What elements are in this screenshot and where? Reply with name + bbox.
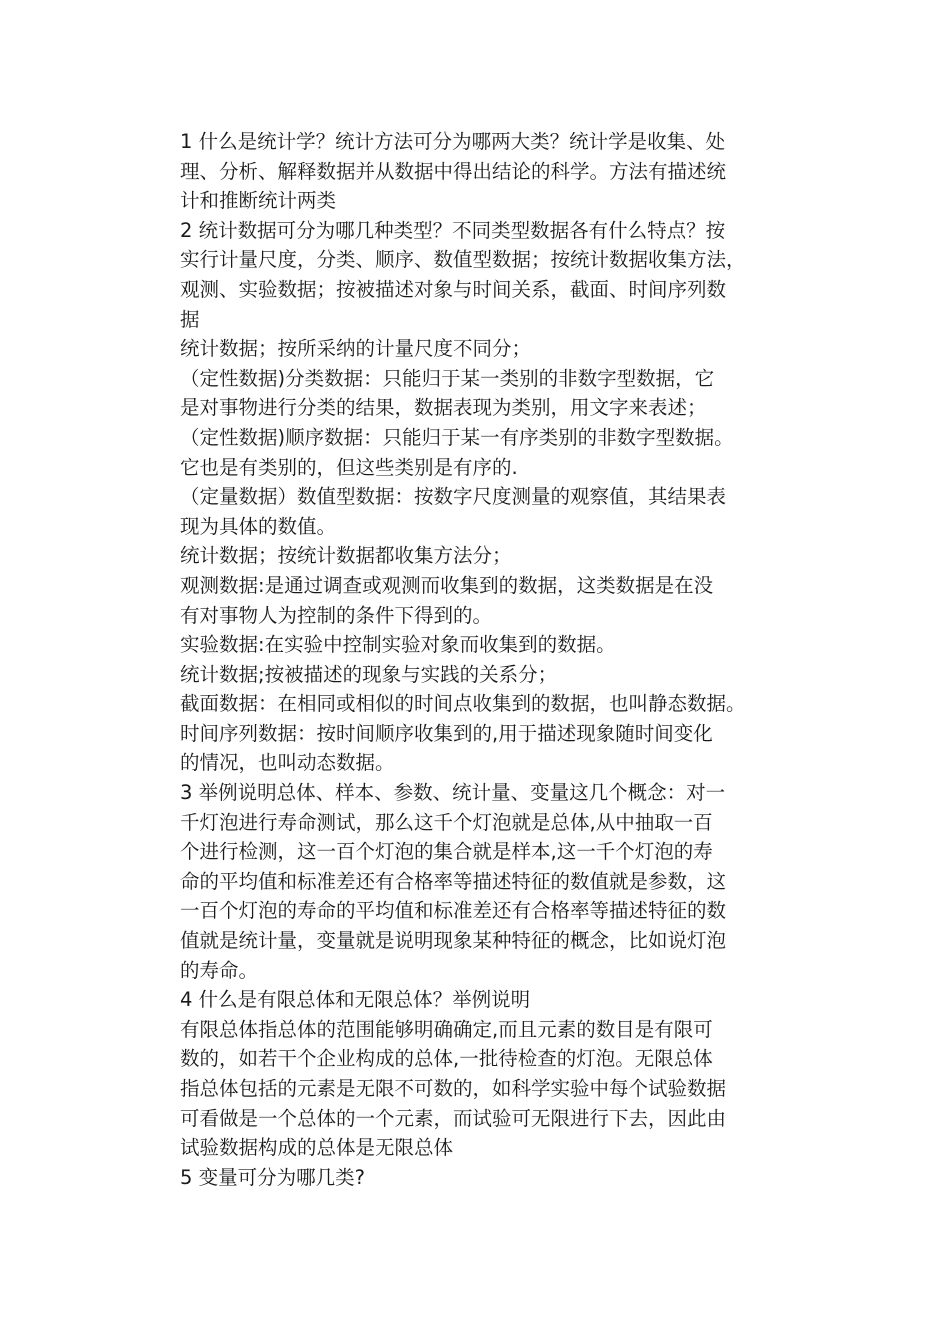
text-line: 实行计量尺度，分类、顺序、数值型数据；按统计数据收集方法， bbox=[180, 248, 746, 272]
text-line: 4 什么是有限总体和无限总体？举例说明 bbox=[180, 988, 531, 1012]
text-line: 1 什么是统计学？统计方法可分为哪两大类？统计学是收集、处 bbox=[180, 130, 726, 153]
text-line: 2 统计数据可分为哪几种类型？不同类型数据各有什么特点？按 bbox=[180, 218, 726, 242]
text-line: 命的平均值和标准差还有合格率等描述特征的数值就是参数，这 bbox=[180, 869, 727, 893]
text-line: （定性数据)顺序数据：只能归于某一有序类别的非数字型数据。 bbox=[180, 425, 734, 449]
text-line: 实验数据:在实验中控制实验对象而收集到的数据。 bbox=[180, 633, 616, 657]
text-line: 统计数据；按所采纳的计量尺度不同分； bbox=[180, 337, 532, 361]
text-line: 的情况，也叫动态数据。 bbox=[180, 751, 395, 775]
text-line: 3 举例说明总体、样本、参数、统计量、变量这几个概念：对一 bbox=[180, 781, 726, 805]
text-line: 5 变量可分为哪几类? bbox=[180, 1165, 365, 1189]
text-line: 计和推断统计两类 bbox=[180, 189, 337, 213]
text-line: 它也是有类别的，但这些类别是有序的. bbox=[180, 455, 518, 479]
text-line: 有限总体指总体的范围能够明确确定,而且元素的数目是有限可 bbox=[180, 1017, 713, 1041]
text-line: 试验数据构成的总体是无限总体 bbox=[180, 1136, 454, 1160]
text-line: 观测数据:是通过调查或观测而收集到的数据，这类数据是在没 bbox=[180, 573, 714, 597]
text-line: 个进行检测，这一百个灯泡的集合就是样本,这一千个灯泡的寿 bbox=[180, 840, 713, 864]
text-line: 一百个灯泡的寿命的平均值和标准差还有合格率等描述特征的数 bbox=[180, 899, 727, 923]
text-line: 理、分析、解释数据并从数据中得出结论的科学。方法有描述统 bbox=[180, 159, 727, 183]
text-line: 是对事物进行分类的结果，数据表现为类别，用文字来表述； bbox=[180, 396, 707, 420]
text-line: 值就是统计量，变量就是说明现象某种特征的概念，比如说灯泡 bbox=[180, 929, 727, 953]
text-line: 统计数据;按被描述的现象与实践的关系分； bbox=[180, 662, 558, 686]
text-line: 据 bbox=[180, 307, 200, 331]
text-line: 有对事物人为控制的条件下得到的。 bbox=[180, 603, 493, 627]
text-line: 截面数据：在相同或相似的时间点收集到的数据，也叫静态数据。 bbox=[180, 692, 746, 716]
text-line: 时间序列数据：按时间顺序收集到的,用于描述现象随时间变化 bbox=[180, 721, 713, 745]
text-line: 可看做是一个总体的一个元素，而试验可无限进行下去，因此由 bbox=[180, 1106, 727, 1130]
text-line: （定性数据)分类数据：只能归于某一类别的非数字型数据，它 bbox=[180, 366, 715, 390]
text-line: 的寿命。 bbox=[180, 958, 259, 982]
text-line: 千灯泡进行寿命测试，那么这千个灯泡就是总体,从中抽取一百 bbox=[180, 810, 713, 834]
text-line: 观测、实验数据；按被描述对象与时间关系，截面、时间序列数 bbox=[180, 277, 727, 301]
text-line: 统计数据；按统计数据都收集方法分； bbox=[180, 544, 512, 568]
text-line: （定量数据）数值型数据：按数字尺度测量的观察值，其结果表 bbox=[180, 485, 727, 509]
document-body bbox=[180, 127, 830, 1192]
text-line: 指总体包括的元素是无限不可数的，如科学实验中每个试验数据 bbox=[180, 1077, 727, 1100]
text-line: 数的，如若干个企业构成的总体,一批待检查的灯泡。无限总体 bbox=[180, 1047, 713, 1071]
text-line: 现为具体的数值。 bbox=[180, 514, 337, 538]
